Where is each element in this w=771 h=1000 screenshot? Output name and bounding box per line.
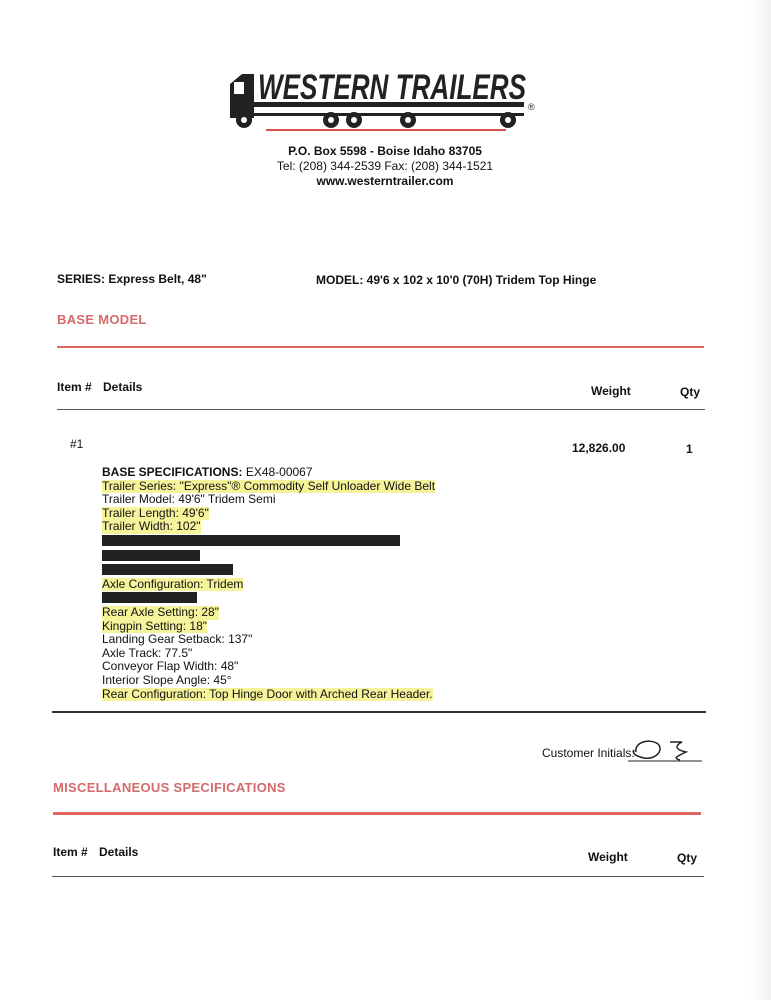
col-qty-header: Qty [680,385,701,399]
spec-line: Landing Gear Setback: 137" [102,632,253,647]
spec-line: Axle Track: 77.5" [102,645,193,660]
section-divider [57,346,704,348]
col-details-header: Details [103,380,143,394]
spec-line: Rear Axle Setting: 28" [102,604,219,619]
col-weight-header: Weight [591,384,631,398]
header-rule [57,409,705,410]
spec-bottom-rule [52,711,706,713]
model-label: MODEL: 49'6 x 102 x 10'0 (70H) Tridem Top Hinge [316,273,597,287]
col-weight-header: Weight [588,850,628,864]
spec-line: Conveyor Flap Width: 48" [102,659,239,674]
spec-heading-code: EX48-00067 [245,465,313,479]
redaction-bar [102,535,400,546]
col-item-header: Item # [53,845,88,859]
redaction-bar [102,564,233,575]
spec-line: Trailer Series: "Express"® Commodity Self Unloader Wide Belt [102,478,436,493]
header-rule [52,876,704,877]
section-divider [53,812,701,815]
col-qty-header: Qty [677,851,698,865]
company-website: www.westerntrailer.com [316,174,454,188]
spec-line: Trailer Length: 49'6" [102,505,209,520]
col-details-header: Details [99,845,139,859]
item-weight: 12,826.00 [572,441,626,455]
misc-section-title: MISCELLANEOUS SPECIFICATIONS [53,780,286,795]
spec-line: Interior Slope Angle: 45° [102,672,232,687]
page-edge-shadow [749,0,771,1000]
truck-logo-icon [226,62,536,134]
spec-line: Kingpin Setting: 18" [102,618,207,633]
spec-heading-label: BASE SPECIFICATIONS: [102,465,243,479]
company-logo [226,62,536,134]
col-item-header: Item # [57,380,92,394]
spec-heading [102,466,435,480]
base-model-title: BASE MODEL [57,312,147,327]
logo-wordmark: WESTERN TRAILERS [258,68,526,107]
customer-initials-label: Customer Initials: [542,746,635,760]
spec-block [102,466,435,701]
series-label: SERIES: Express Belt, 48" [57,272,207,286]
spec-line: Axle Configuration: Tridem [102,576,244,591]
redaction-bar [102,550,200,561]
spec-line: Rear Configuration: Top Hinge Door with Arched Rear Header. [102,686,433,701]
spec-line: Trailer Width: 102" [102,519,201,534]
item-number: #1 [70,437,84,451]
registered-mark: ® [528,102,535,112]
redaction-bar [102,592,197,603]
spec-line: Trailer Model: 49'6" Tridem Semi [102,492,276,507]
item-qty: 1 [686,442,693,456]
company-phone-fax: Tel: (208) 344-2539 Fax: (208) 344-1521 [276,159,494,173]
company-address: P.O. Box 5598 - Boise Idaho 83705 [288,144,482,158]
initials-signature-icon [628,734,704,764]
